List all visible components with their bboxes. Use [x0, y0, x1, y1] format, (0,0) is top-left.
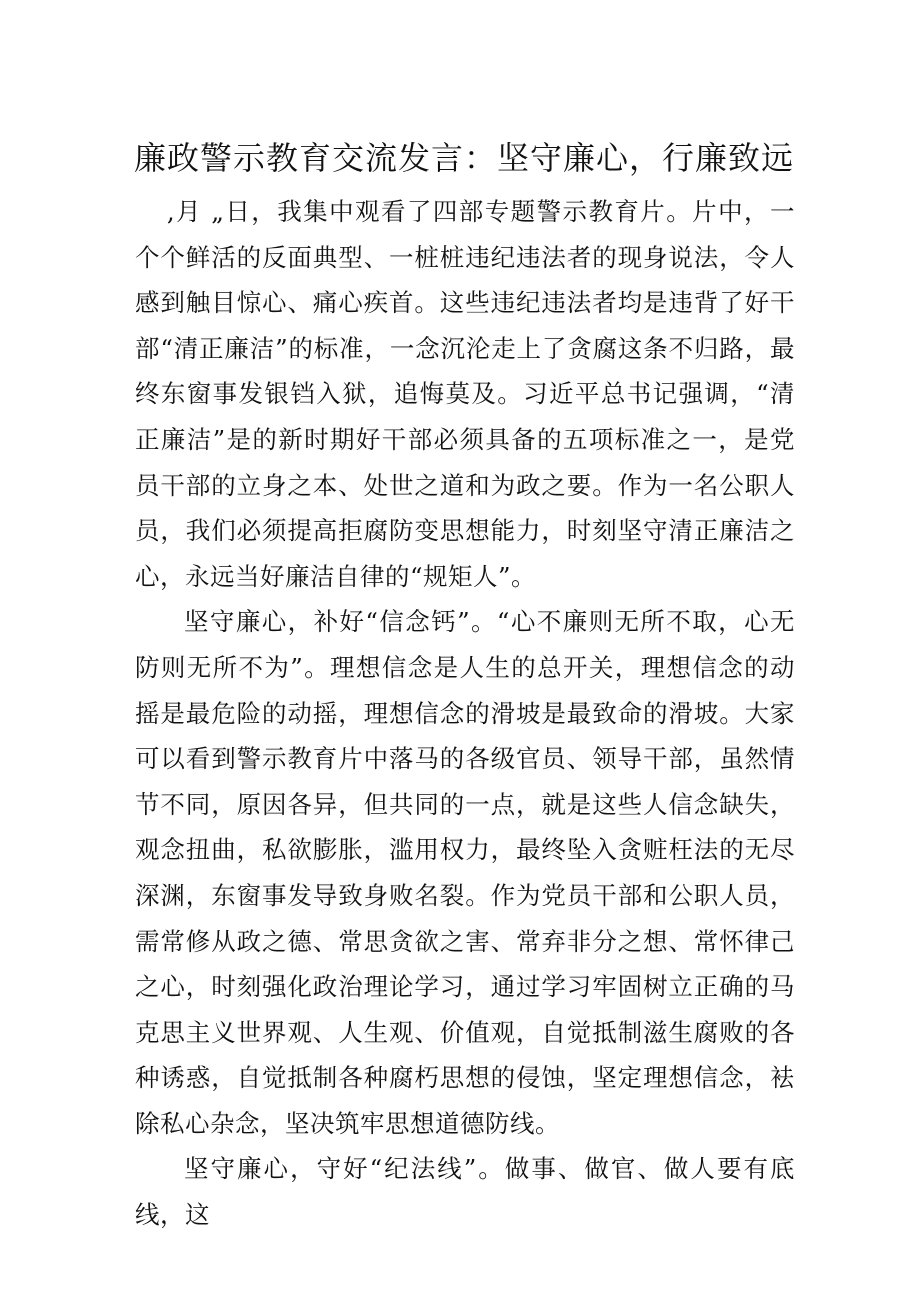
- document-body: [135, 189, 795, 1238]
- document-title: 廉政警示教育交流发言：坚守廉心，行廉致远: [134, 139, 795, 177]
- paragraph-discipline: 坚守廉心，守好“纪法线”。做事、做官、做人要有底线，这: [135, 1154, 795, 1230]
- paragraph-intro: ,月 „日，我集中观看了四部专题警示教育片。片中，一个个鲜活的反面典型、一桩桩违纪违法者的现身说法，令人感到触目惊心、痛心疾首。这些违纪违法者均是违背了好干部“清正廉洁”的标准，一念沉沦走上了贪腐这条不归路，最终东窗事发银铛入狱，追悔莫及。习近平总书记强调，“清正廉洁”是的新时期好干部必须具备的五项标准之一，是党员干部的立身之本、处世之道和为政之要。作为一名公职人员，我们必须提高拒腐防变思想能力，时刻坚守清正廉洁之心，永远当好廉洁自律的“规矩人”。: [135, 197, 795, 591]
- paragraph-belief: 坚守廉心，补好“信念钙”。“心不廉则无所不取，心无防则无所不为”。理想信念是人生的总开关，理想信念的动摇是最危险的动摇，理想信念的滑坡是最致命的滑坡。大家可以看到警示教育片中落马的各级官员、领导干部，虽然情节不同，原因各异，但共同的一点，就是这些人信念缺失，观念扭曲，私欲膨胀，滥用权力，最终坠入贪赃枉法的无尽深渊，东窗事发导致身败名裂。作为党员干部和公职人员，需常修从政之德、常思贪欲之害、常弃非分之想、常怀律己之心，时刻强化政治理论学习，通过学习牢固树立正确的马克思主义世界观、人生观、价值观，自觉抵制滋生腐败的各种诱惑，自觉抵制各种腐朽思想的侵蚀，坚定理想信念，袪除私心杂念，坚决筑牢思想道德防线。: [135, 607, 795, 1138]
